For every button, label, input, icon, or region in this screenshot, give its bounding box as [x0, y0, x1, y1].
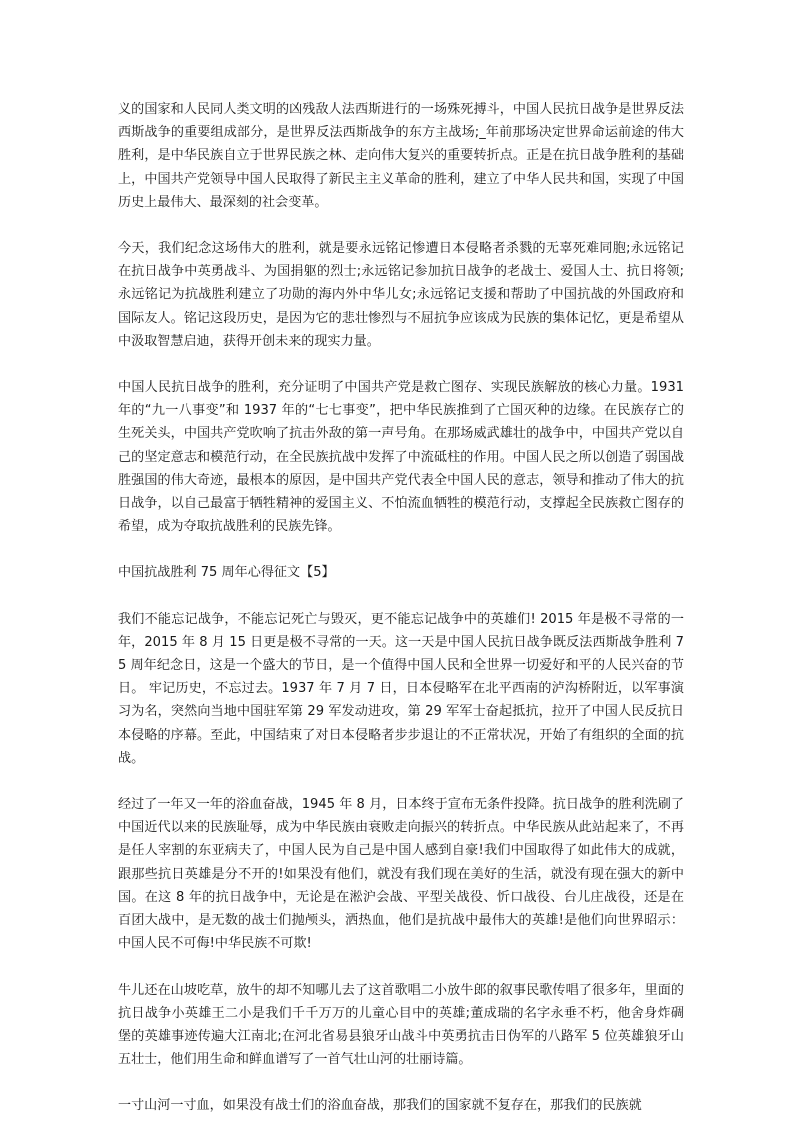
- paragraph-1: 义的国家和人民同人类文明的凶残敌人法西斯进行的一场殊死搏斗，中国人民抗日战争是世界反法西斯战争的重要组成部分，是世界反法西斯战争的东方主战场;_年前那场决定世界命运前途的伟大胜利，是中华民族自立于世界民族之林、走向伟大复兴的重要转折点。正是在抗日战争胜利的基础上，中国共产党领导中国人民取得了新民主主义革命的胜利，建立了中华人民共和国，实现了中国历史上最伟大、最深刻的社会变革。: [118, 102, 684, 210]
- document-page: [118, 98, 684, 1118]
- paragraph-7: 一寸山河一寸血，如果没有战士们的浴血奋战，那我们的国家就不复存在，那我们的民族就: [118, 1098, 642, 1114]
- paragraph-5: 经过了一年又一年的浴血奋战，1945 年 8 月，日本终于宣布无条件投降。抗日战争的胜利洗刷了中国近代以来的民族耻辱，成为中华民族由衰败走向振兴的转折点。中华民族从此站起来了，不再是任人宰割的东亚病夫了，中国人民为自己是中国人感到自豪!我们中国取得了如此伟大的成就，跟那些抗日英雄是分不开的!如果没有他们，就没有我们现在美好的生活，就没有现在强大的新中国。在这 8 年的抗日战争中，无论是在淞沪会战、平型关战役、忻口战役、台儿庄战役，还是在百团大战中，是无数的战士们抛颅头，洒热血，他们是抗战中最伟大的英雄!是他们向世界昭示：中国人民不可侮!中华民族不可欺!: [118, 797, 684, 952]
- section-heading: 中国抗战胜利 75 周年心得征文【5】: [118, 565, 335, 581]
- paragraph-6: 牛儿还在山坡吃草，放牛的却不知哪儿去了这首歌唱二小放牛郎的叙事民歌传唱了很多年，里面的抗日战争小英雄王二小是我们千千万万的儿童心目中的英雄;董成瑞的名字永垂不朽，他舍身炸碉堡的英雄事迹传遍大江南北;在河北省易县狼牙山战斗中英勇抗击日伪军的八路军 5 位英雄狼牙山五壮士，他们用生命和鲜血谱写了一首气壮山河的壮丽诗篇。: [118, 982, 684, 1068]
- paragraph-3: 中国人民抗日战争的胜利，充分证明了中国共产党是救亡图存、实现民族解放的核心力量。1931 年的“九一八事变”和 1937 年的“七七事变”，把中华民族推到了亡国灭种的边缘。在民族存亡的生死关头，中国共产党吹响了抗击外敌的第一声号角。在那场威武雄壮的战争中，中国共产党以自己的坚定意志和模范行动，在全民族抗战中发挥了中流砥柱的作用。中国人民之所以创造了弱国战胜强国的伟大奇迹，最根本的原因，是中国共产党代表全中国人民的意志，领导和推动了伟大的抗日战争，以自己最富于牺牲精神的爱国主义、不怕流血牺牲的模范行动，支撑起全民族救亡图存的希望，成为夺取抗战胜利的民族先锋。: [118, 380, 684, 535]
- paragraph-2: 今天，我们纪念这场伟大的胜利，就是要永远铭记惨遭日本侵略者杀戮的无辜死难同胞;永远铭记在抗日战争中英勇战斗、为国捐躯的烈士;永远铭记参加抗日战争的老战士、爱国人士、抗日将领;永远铭记为抗战胜利建立了功勋的海内外中华儿女;永远铭记支援和帮助了中国抗战的外国政府和国际友人。铭记这段历史，是因为它的悲壮惨烈与不屈抗争应该成为民族的集体记忆，更是希望从中汲取智慧启迪，获得开创未来的现实力量。: [118, 241, 684, 349]
- paragraph-4: 我们不能忘记战争，不能忘记死亡与毁灭，更不能忘记战争中的英雄们! 2015 年是极不寻常的一年，2015 年 8 月 15 日更是极不寻常的一天。这一天是中国人民抗日战争既反法西斯战争胜利 75 周年纪念日，这是一个盛大的节日，是一个值得中国人民和全世界一切爱好和平的人民兴奋的节日。 牢记历史，不忘过去。1937 年 7 月 7 日，日本侵略军在北平西南的泸沟桥附近，以军事演习为名，突然向当地中国驻军第 29 军发动进攻，第 29 军军士奋起抵抗，拉开了中国人民反抗日本侵略的序幕。至此，中国结束了对日本侵略者步步退让的不正常状况，开始了有组织的全面的抗战。: [118, 611, 684, 766]
